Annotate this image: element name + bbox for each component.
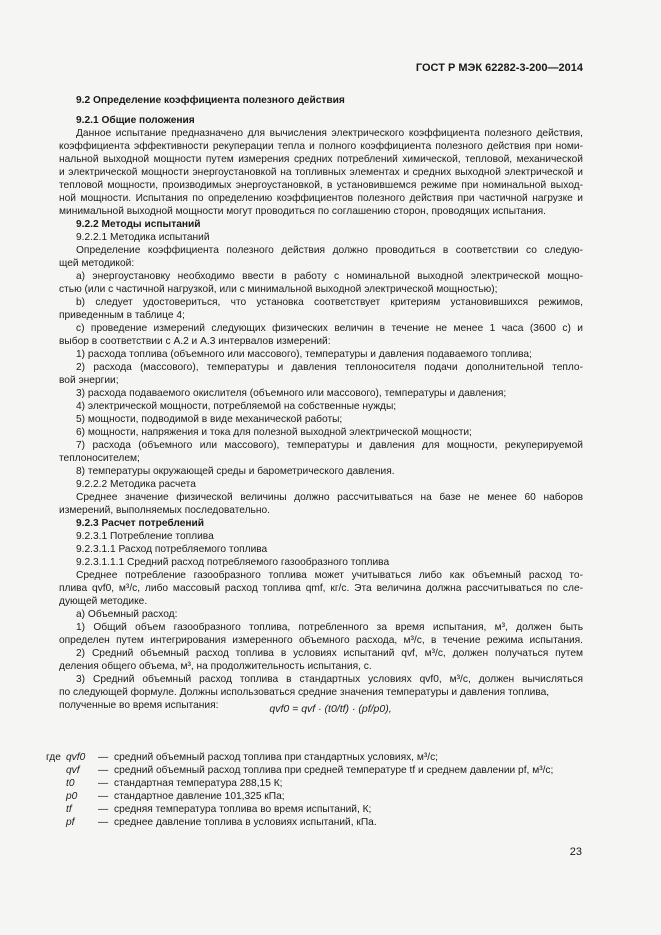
text-line: деления общего объема, м³, на продолжительность испытания, с. bbox=[59, 661, 372, 672]
text-line: вой энергии; bbox=[59, 375, 119, 386]
formula: qvf0 = qvf · (t0/tf) · (pf/p0), bbox=[269, 703, 392, 715]
text-line: b) следует удостовериться, что установка соответствует критериям установившихся режимов, bbox=[76, 297, 583, 308]
text-line: измерений, выполняемых последовательно. bbox=[59, 505, 270, 516]
text-line: Среднее потребление газообразного топлива может учитываться либо как объемный расход то- bbox=[76, 570, 583, 581]
section-heading: 9.2.2 Методы испытаний bbox=[76, 219, 201, 230]
text-line: 9.2.2.2 Методика расчета bbox=[76, 479, 196, 490]
text-line: c) проведение измерений следующих физических величин в течение не менее 1 часа (3600 с) и bbox=[76, 323, 583, 334]
text-line: Определение коэффициента полезного действия должно проводиться в соответствии со следую- bbox=[76, 245, 583, 256]
legend-dash: — bbox=[98, 765, 109, 776]
text-line: тепловой мощности, производимых энергоустановкой, в установившемся режиме при номинальной выход- bbox=[59, 180, 583, 191]
legend-intro: где bbox=[46, 752, 61, 763]
text-line: щей методикой: bbox=[59, 258, 135, 269]
text-line: 9.2.3.1.1 Расход потребляемого топлива bbox=[76, 544, 268, 555]
legend-text: средний объемный расход топлива при средней температуре tf и среднем давлении pf, м³/с; bbox=[114, 765, 554, 776]
text-line: и электрической мощности энергоустановкой на топливных элементах и средних выходной электрической и bbox=[59, 167, 583, 178]
text-line: 5) мощности, подводимой в виде механической работы; bbox=[76, 414, 343, 425]
legend-symbol: qvf0 bbox=[66, 752, 86, 763]
text-line: стью (или с частичной нагрузкой, или с минимальной выходной электрической мощностью); bbox=[59, 284, 498, 295]
text-line: 3) Средний объемный расход топлива в стандартных условиях qvf0, м³/с, должен вычисляться bbox=[76, 674, 583, 685]
text-line: 2) Средний объемный расход топлива в условиях испытаний qvf, м³/с, должен получаться путем bbox=[76, 648, 583, 659]
text-line: выбор в соответствии с А.2 и А.3 интервалов измерений: bbox=[59, 336, 331, 347]
legend-text: средняя температура топлива во время испытаний, К; bbox=[114, 804, 372, 815]
text-line: приведенным в таблице 4; bbox=[59, 310, 185, 321]
text-line: теплоносителем; bbox=[59, 453, 140, 464]
legend-text: стандартная температура 288,15 К; bbox=[114, 778, 283, 789]
text-line: нальной выходной мощности путем измерения средних потреблений химической, тепловой, механической bbox=[59, 154, 583, 165]
text-line: по следующей формуле. Должны использоваться средние значения температуры и давления топлива, bbox=[59, 687, 550, 698]
legend-item bbox=[66, 803, 371, 816]
text-line: Данное испытание предназначено для вычисления электрического коэффициента полезного действия, bbox=[76, 128, 583, 139]
legend-dash: — bbox=[98, 752, 109, 763]
legend-item bbox=[66, 790, 285, 803]
text-line: ной мощности. Испытания по определению коэффициентов полезного действия при частичной нагрузке и bbox=[59, 193, 583, 204]
text-line: 4) электрической мощности, потребляемой на собственные нужды; bbox=[76, 401, 397, 412]
text-line: полученные во время испытания: bbox=[59, 700, 219, 711]
legend-text: среднее давление топлива в условиях испытаний, кПа. bbox=[114, 817, 377, 828]
text-line: 7) расхода (объемного или массового), температуры и давления для мощности, рекуперируемой bbox=[76, 440, 583, 451]
legend-item bbox=[66, 751, 438, 764]
section-heading: 9.2.3 Расчет потреблений bbox=[76, 518, 205, 529]
legend-item bbox=[66, 777, 282, 790]
text-line: плива qvf0, м³/с, либо массовый расход топлива qmf, кг/с. Эта величина должна рассчитываться по сле- bbox=[59, 583, 583, 594]
text-line: 3) расхода подаваемого окислителя (объемного или массового), температуры и давления; bbox=[76, 388, 507, 399]
legend-dash: — bbox=[98, 778, 109, 789]
text-line: определен путем интегрирования измеренного объемного расхода, м³/с, в течение режима испытания. bbox=[59, 635, 583, 646]
legend-dash: — bbox=[98, 804, 109, 815]
text-line: 9.2.3.1 Потребление топлива bbox=[76, 531, 214, 542]
legend-symbol: p0 bbox=[66, 791, 78, 802]
page-number: 23 bbox=[569, 846, 582, 858]
legend-text: стандартное давление 101,325 кПа; bbox=[114, 791, 285, 802]
document-code-header: ГОСТ Р МЭК 62282-3-200—2014 bbox=[415, 62, 583, 74]
legend-dash: — bbox=[98, 791, 109, 802]
legend-item bbox=[66, 764, 553, 777]
legend-symbol: tf bbox=[66, 804, 72, 815]
text-line: a) энергоустановку необходимо ввести в работу с номинальной выходной электрической мощно- bbox=[76, 271, 583, 282]
text-line: дующей методике. bbox=[59, 596, 148, 607]
text-line: 8) температуры окружающей среды и барометрического давления. bbox=[76, 466, 395, 477]
legend-symbol: pf bbox=[66, 817, 75, 828]
text-line: 9.2.2.1 Методика испытаний bbox=[76, 232, 210, 243]
legend-dash: — bbox=[98, 817, 109, 828]
legend-text: средний объемный расход топлива при стандартных условиях, м³/с; bbox=[114, 752, 438, 763]
legend-symbol: qvf bbox=[66, 765, 80, 776]
text-line: 1) Общий объем газообразного топлива, потребленного за время испытания, м³, должен быть bbox=[76, 622, 583, 633]
text-line: 9.2.3.1.1.1 Средний расход потребляемого газообразного топлива bbox=[76, 557, 390, 568]
section-heading: 9.2.1 Общие положения bbox=[76, 115, 195, 126]
text-line: a) Объемный расход: bbox=[76, 609, 178, 620]
legend-symbol: t0 bbox=[66, 778, 75, 789]
text-line: 2) расхода (массового), температуры и давления теплоносителя подачи дополнительной тепло- bbox=[76, 362, 583, 373]
text-line: коэффициента эффективности рекуперации тепла и полного коэффициента полезного действия при номи- bbox=[59, 141, 583, 152]
text-line: минимальной выходной мощности могут проводиться по соглашению сторон, проводящих испытания. bbox=[59, 206, 546, 217]
text-line: 6) мощности, напряжения и тока для полезной выходной электрической мощности; bbox=[76, 427, 472, 438]
text-line: Среднее значение физической величины должно рассчитываться на базе не менее 60 наборов bbox=[76, 492, 583, 503]
section-heading: 9.2 Определение коэффициента полезного действия bbox=[76, 95, 345, 106]
legend-item bbox=[66, 816, 377, 829]
text-line: 1) расхода топлива (объемного или массового), температуры и давления подаваемого топлива; bbox=[76, 349, 532, 360]
